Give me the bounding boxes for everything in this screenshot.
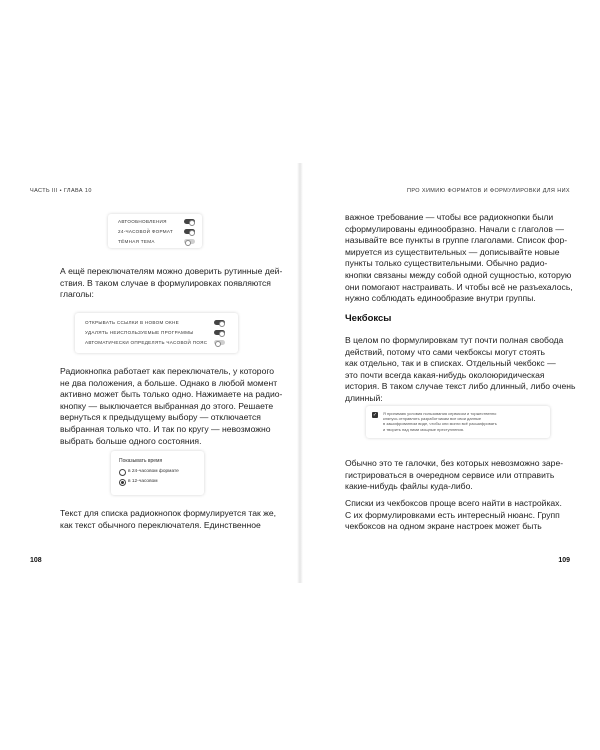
text-line: какие-нибудь файлы куда-либо. (345, 481, 473, 492)
text-line: вернуться к предыдущему выбору — отключается (60, 412, 261, 423)
toggle-switch-icon[interactable] (214, 340, 225, 345)
text-line: клянусь отправлять разработчикам все свои данные (383, 416, 482, 422)
checkbox-label (383, 411, 545, 432)
toggle-label: ОТКРЫВАТЬ ССЫЛКИ В НОВОМ ОКНЕ (85, 320, 180, 325)
book-gutter (297, 163, 303, 583)
text-line: не два положения, а больше. Однако в любой момент (60, 377, 278, 388)
left-paragraph-3 (60, 508, 298, 531)
toggle-label: АВТООБНОВЛЕНИЯ (118, 219, 167, 224)
right-paragraph-4 (345, 498, 590, 533)
running-head-right: ПРО ХИМИЮ ФОРМАТОВ И ФОРМУЛИРОВКИ ДЛЯ НИХ (406, 188, 570, 194)
toggle-row[interactable] (75, 328, 238, 337)
radio-label: в 12-часовом (128, 479, 158, 484)
text-line: называйте все пункты в группе глаголами. Список фор- (345, 235, 568, 246)
text-line: важное требование — чтобы все радиокнопки были (345, 212, 554, 222)
toggle-switch-icon[interactable] (184, 229, 195, 234)
text-line: А ещё переключателям можно доверить рутинные дей- (60, 266, 283, 276)
text-line: мируется из существительных — дописывайте новые (345, 246, 560, 257)
text-line: действий, потому что сами чекбоксы могут стоять (345, 346, 546, 357)
toggle-row[interactable] (108, 237, 202, 246)
radio-group-mock (111, 451, 204, 495)
text-line: в зашифрованном виде, чтобы они могли всё расшифровать (383, 421, 497, 427)
toggle-switch-icon[interactable] (184, 239, 195, 244)
text-line: выбрать больше одного состояния. (60, 435, 202, 446)
text-line: кнопки связаны между собой одной сущностью, которую (345, 269, 572, 280)
toggle-settings-mock-2 (75, 313, 238, 353)
right-paragraph-2 (345, 335, 590, 405)
page-number-right: 109 (558, 557, 570, 564)
radio-label: в 24-часовом формате (128, 469, 179, 474)
left-paragraph-2 (60, 366, 298, 447)
text-line: история. В таком случае текст либо длинный, либо очень (345, 381, 576, 392)
text-line: сформулированы единообразно. Начали с глаголов — (345, 223, 564, 234)
right-page (300, 163, 600, 583)
toggle-switch-icon[interactable] (184, 219, 195, 224)
text-line: длинный: (345, 392, 383, 403)
toggle-settings-mock-1 (108, 214, 202, 248)
page-number-left: 108 (30, 557, 42, 564)
radio-selected-icon[interactable] (119, 479, 126, 486)
text-line: гистрироваться в очередном сервисе или отправить (345, 469, 555, 480)
text-line: они помогают настраивать. И чтобы всё не разъехалось, (345, 281, 573, 292)
toggle-switch-icon[interactable] (214, 320, 225, 325)
left-paragraph-1 (60, 266, 298, 301)
text-line: Радиокнопка работает как переключатель, у которого (60, 366, 275, 376)
right-paragraph-1 (345, 212, 590, 305)
toggle-label: АВТОМАТИЧЕСКИ ОПРЕДЕЛЯТЬ ЧАСОВОЙ ПОЯС (85, 340, 208, 345)
text-line: ствия. В таком случае в формулировках появляются (60, 277, 271, 288)
toggle-row[interactable] (75, 338, 238, 347)
text-line: как текст обычного переключателя. Единственное (60, 519, 261, 530)
left-page (0, 163, 300, 583)
text-line: активно может быть только одно. Нажимаете на радио- (60, 389, 283, 400)
radio-option[interactable] (119, 479, 199, 487)
text-line: Списки из чекбоксов проще всего найти в настройках. (345, 498, 562, 508)
text-line: как отдельно, так и в списках. Отдельный чекбокс — (345, 358, 556, 369)
text-line: Обычно это те галочки, без которых невозможно заре- (345, 458, 564, 468)
checkbox-mock (366, 406, 550, 438)
text-line: нужно соблюдать единообразие внутри группы. (345, 293, 536, 304)
right-paragraph-3 (345, 458, 590, 493)
toggle-row[interactable] (75, 318, 238, 327)
text-line: пункты только существительными. Обычно радио- (345, 258, 548, 269)
text-line: С их формулировками есть интересный нюанс. Групп (345, 509, 560, 520)
text-line: глаголы: (60, 289, 94, 300)
radio-group-title: Показывать время (119, 458, 163, 464)
running-head-left: ЧАСТЬ III • ГЛАВА 10 (30, 188, 92, 194)
text-line: Я принимаю условия пользования сервисом и торжественно (383, 411, 497, 416)
toggle-row[interactable] (108, 217, 202, 226)
checkbox-checked-icon[interactable]: ✓ (372, 412, 378, 418)
toggle-switch-icon[interactable] (214, 330, 225, 335)
radio-option[interactable] (119, 469, 199, 477)
text-line: чекбоксов на одном экране настроек может быть (345, 521, 542, 532)
text-line: кнопку — выключается выбранная до этого. Решаете (60, 400, 274, 411)
text-line: В целом по формулировкам тут почти полная свобода (345, 335, 564, 345)
text-line: выбранная только что. И так по кругу — невозможно (60, 423, 271, 434)
radio-unselected-icon[interactable] (119, 469, 126, 476)
text-line: и творить над ними мощные преступления. (383, 426, 465, 432)
toggle-label: ТЁМНАЯ ТЕМА (118, 239, 155, 244)
toggle-label: 24-ЧАСОВОЙ ФОРМАТ (118, 229, 174, 234)
text-line: это почти всегда какая-нибудь околоюридическая (345, 369, 545, 380)
toggle-row[interactable] (108, 227, 202, 236)
section-heading: Чекбоксы (345, 313, 392, 324)
toggle-label: УДАЛЯТЬ НЕИСПОЛЬЗУЕМЫЕ ПРОГРАММЫ (85, 330, 194, 335)
text-line: Текст для списка радиокнопок формулируется так же, (60, 508, 277, 518)
